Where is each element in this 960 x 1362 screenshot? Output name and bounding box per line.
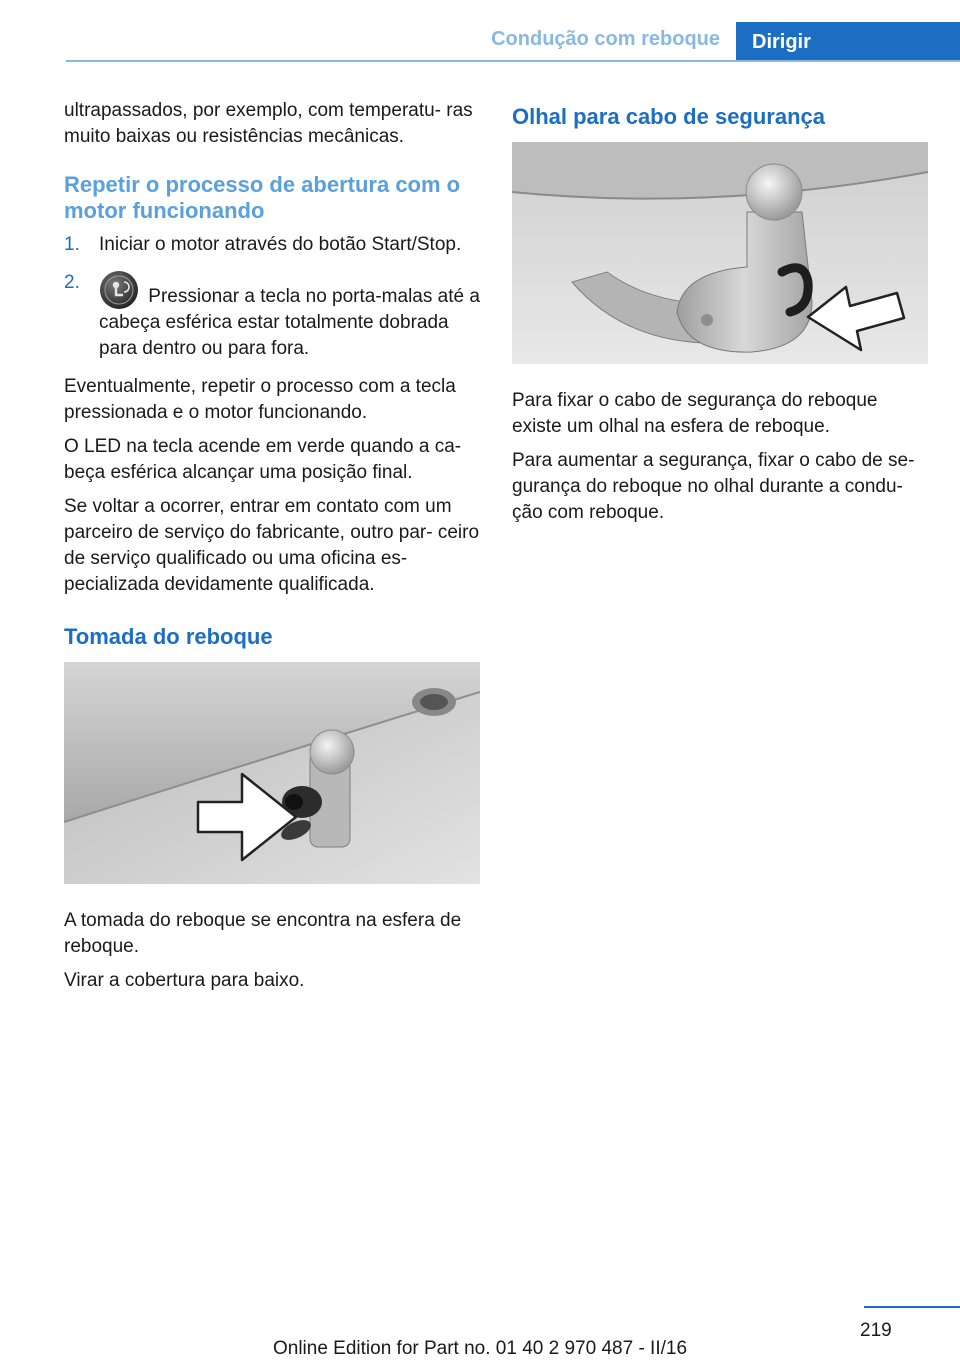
paragraph-service: Se voltar a ocorrer, entrar em contato com um parceiro de serviço do fabricante, outro par‐ ceiro de serviço qualificado ou uma oficina es‐ pecializada devidamente qualificada. [64, 496, 480, 595]
footer-rule [864, 1306, 960, 1308]
header-rule [66, 60, 960, 62]
page-number: 219 [860, 1320, 892, 1341]
left-column [64, 98, 480, 1002]
step-item [64, 270, 480, 362]
paragraph-eye-purpose: Para fixar o cabo de segurança do reboque existe um olhal na esfera de reboque. [512, 390, 878, 437]
edition-footer: Online Edition for Part no. 01 40 2 970 487 - II/16 [272, 1338, 688, 1359]
paragraph-socket-location: A tomada do reboque se encontra na esfera de reboque. [64, 910, 462, 957]
trailer-socket-illustration [64, 662, 480, 884]
heading-repeat-process: Repetir o processo de abertura com o motor funcionando [64, 172, 461, 223]
tow-hitch-button-icon [99, 270, 139, 310]
paragraph-eye-safety: Para aumentar a segurança, fixar o cabo de se‐ gurança do reboque no olhal durante a condu‐ ção com reboque. [512, 450, 915, 523]
right-column [512, 98, 928, 534]
paragraph-led: O LED na tecla acende em verde quando a ca‐ beça esférica alcançar uma posição final. [64, 436, 462, 483]
safety-cable-eye-illustration [512, 142, 928, 364]
step-text: Iniciar o motor através do botão Start/Stop. [99, 234, 462, 255]
heading-trailer-socket: Tomada do reboque [64, 624, 273, 649]
header-chapter-tab: Dirigir [736, 22, 960, 62]
step-number: 2. [64, 272, 80, 293]
step-number: 1. [64, 234, 80, 255]
step-text: Pressionar a tecla no porta-malas até a cabeça esférica estar totalmente dobrada para dentro ou para fora. [99, 286, 480, 359]
page-header [66, 22, 960, 62]
heading-safety-eye: Olhal para cabo de segurança [512, 104, 826, 129]
steps-list [64, 232, 480, 362]
header-section-title: Condução com reboque [491, 28, 720, 50]
intro-paragraph: ultrapassados, por exemplo, com temperatu‐ ras muito baixas ou resistências mecânicas. [64, 100, 473, 147]
paragraph-repeat: Eventualmente, repetir o processo com a tecla pressionada e o motor funcionando. [64, 376, 456, 423]
step-item [64, 232, 480, 258]
paragraph-cover: Virar a cobertura para baixo. [64, 970, 305, 991]
